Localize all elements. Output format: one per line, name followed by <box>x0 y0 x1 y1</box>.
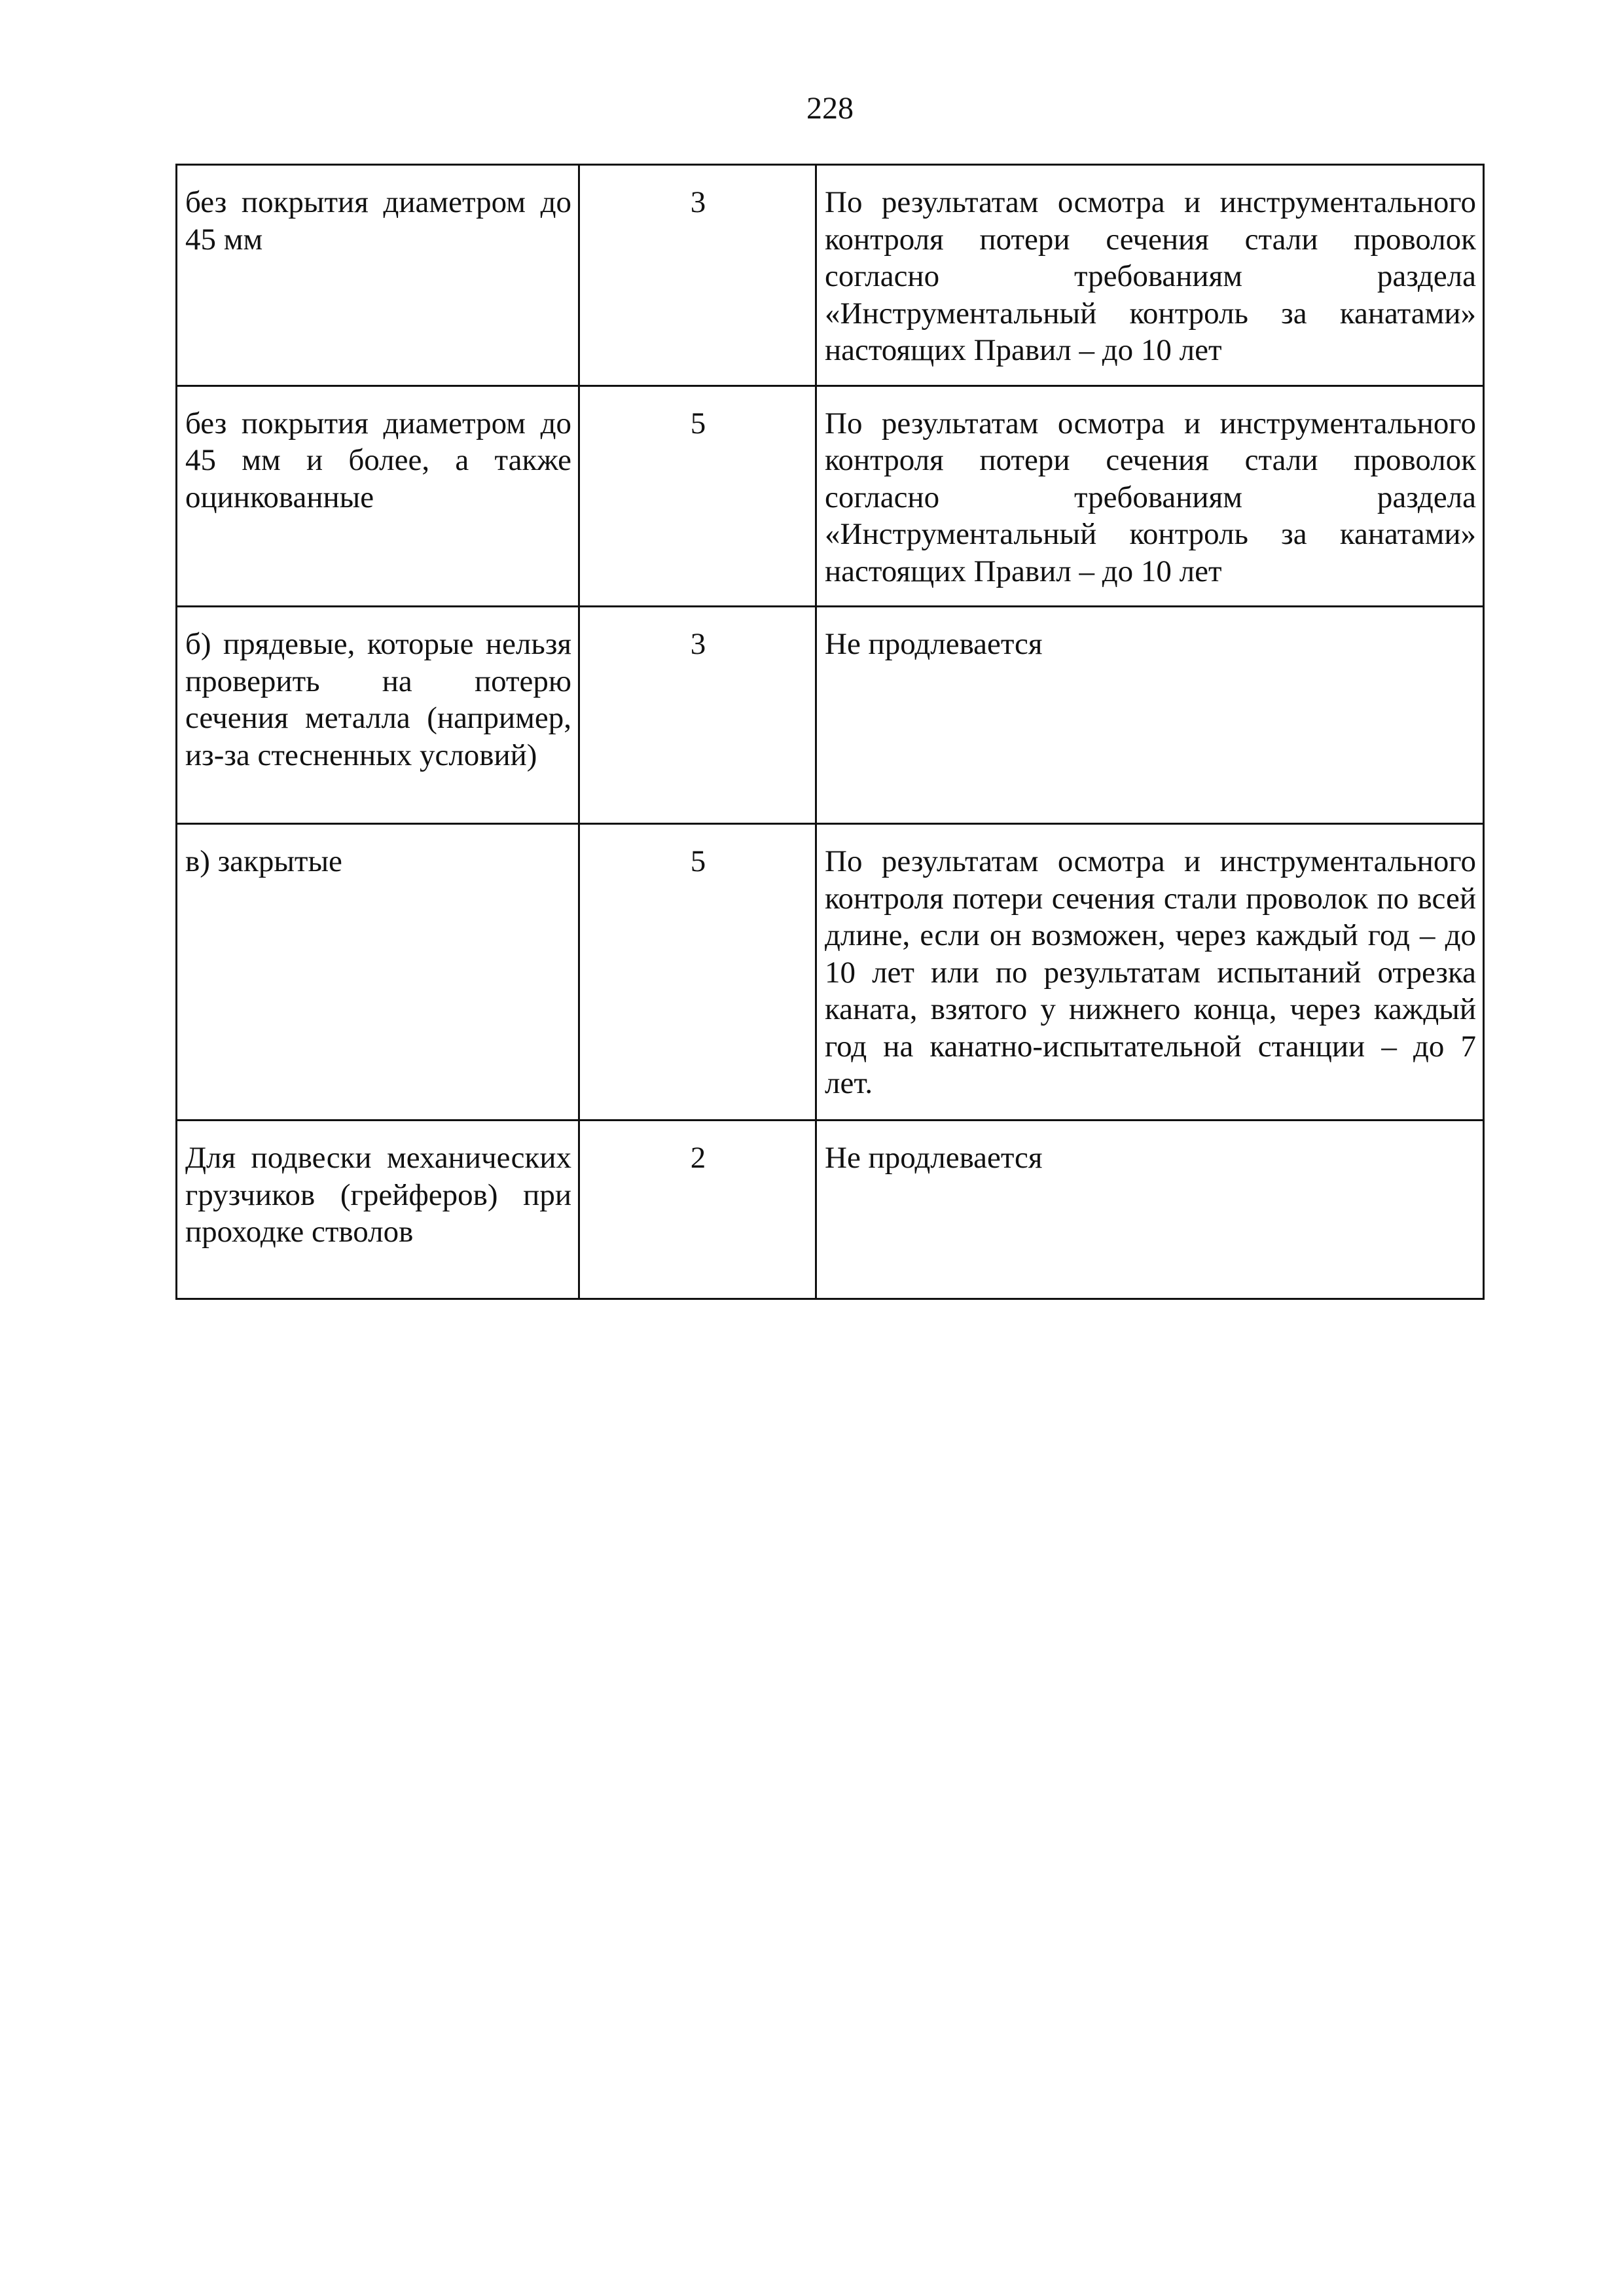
table-row <box>177 824 1484 1121</box>
extension-conditions-cell: Не продлевается <box>816 1121 1484 1299</box>
page-number: 228 <box>806 91 854 126</box>
extension-conditions-cell: По результатам осмотра и инструментального контроля потери сечения стали проволок согласно требованиям раздела «Инструментальный контроль за канатами» настоящих Правил – до 10 лет <box>816 386 1484 607</box>
service-years-cell: 2 <box>579 1121 816 1299</box>
service-years-cell: 5 <box>579 824 816 1121</box>
table-row <box>177 386 1484 607</box>
table-row <box>177 1121 1484 1299</box>
rope-type-cell: без покрытия диаметром до 45 мм и более, а также оцинкованные <box>177 386 579 607</box>
service-years-cell: 5 <box>579 386 816 607</box>
rope-type-cell: б) прядевые, которые нельзя проверить на потерю сечения металла (например, из-за стесненных условий) <box>177 607 579 824</box>
service-years-cell: 3 <box>579 607 816 824</box>
rope-type-cell: без покрытия диаметром до 45 мм <box>177 165 579 386</box>
rope-type-cell: Для подвески механических грузчиков (грейферов) при проходке стволов <box>177 1121 579 1299</box>
service-years-cell: 3 <box>579 165 816 386</box>
extension-conditions-cell: По результатам осмотра и инструментального контроля потери сечения стали проволок согласно требованиям раздела «Инструментальный контроль за канатами» настоящих Правил – до 10 лет <box>816 165 1484 386</box>
table-row <box>177 165 1484 386</box>
rope-type-cell: в) закрытые <box>177 824 579 1121</box>
extension-conditions-cell: Не продлевается <box>816 607 1484 824</box>
rope-service-life-table <box>175 164 1485 1300</box>
extension-conditions-cell: По результатам осмотра и инструментального контроля потери сечения стали проволок по всей длине, если он возможен, через каждый год – до 10 лет или по результатам испытаний отрезка каната, взятого у нижнего конца, через каждый год на канатно-испытательной станции – до 7 лет. <box>816 824 1484 1121</box>
table-row <box>177 607 1484 824</box>
